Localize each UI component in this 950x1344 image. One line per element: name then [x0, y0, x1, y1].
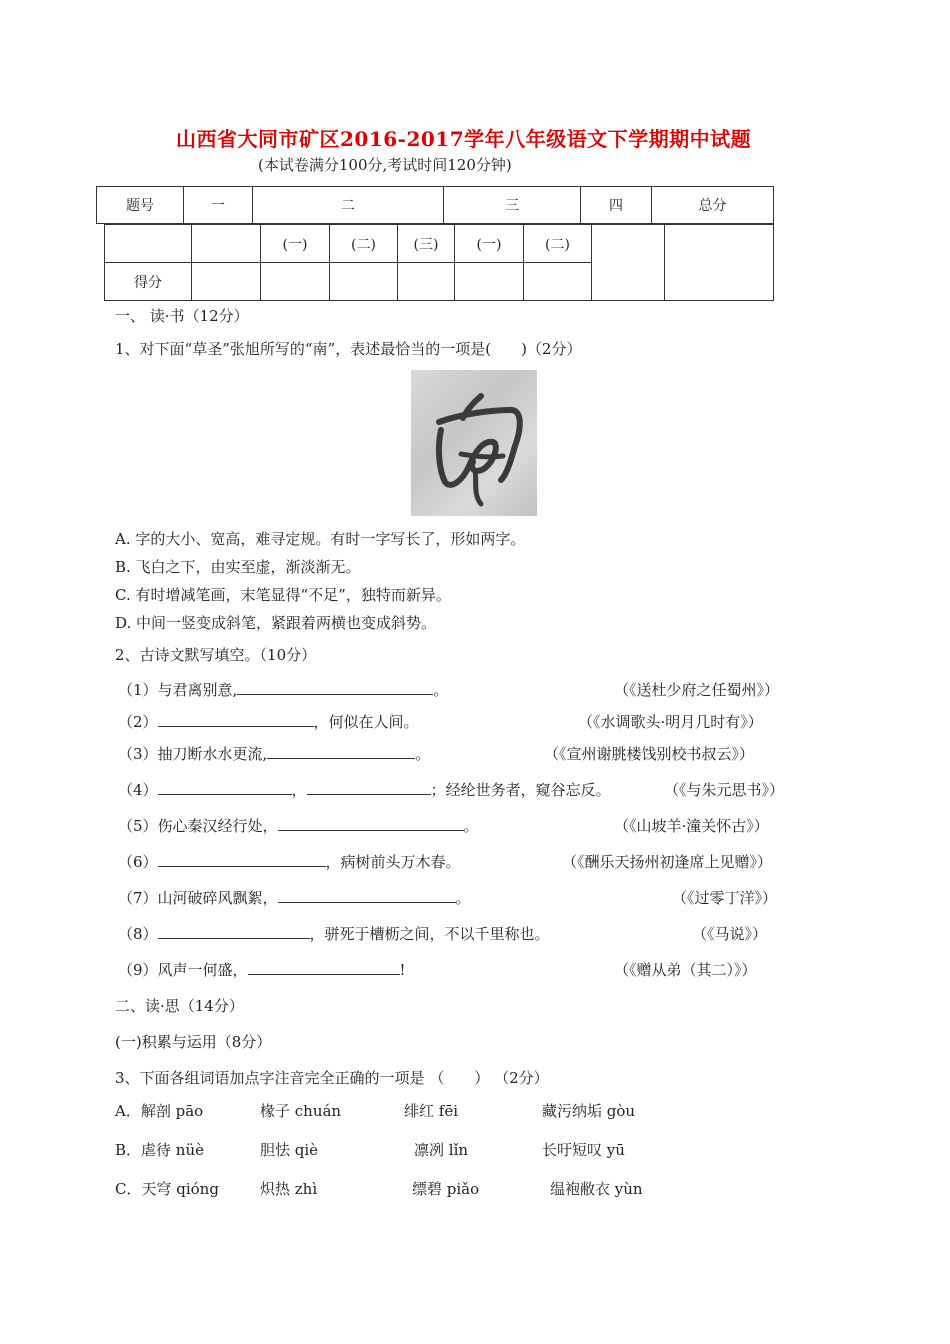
- pinyin-option: 炽热 zhì: [260, 1180, 318, 1198]
- calligraphy-strokes: [411, 370, 537, 516]
- option-b: B. 飞白之下，由实至虚，渐淡渐无。: [115, 558, 361, 576]
- question-stem: 3、下面各组词语加点字注音完全正确的一项是 （ ） （2分）: [115, 1069, 549, 1087]
- score-subcell: (一): [261, 225, 330, 263]
- section-heading: 二、读·思（14分）: [115, 997, 244, 1015]
- pinyin-option: 缊袍敝衣 yùn: [550, 1180, 643, 1198]
- section-heading: 一、 读·书（12分）: [115, 307, 249, 325]
- fill-item: [118, 851, 461, 872]
- fill-text: ，: [291, 781, 307, 799]
- score-input[interactable]: [455, 263, 524, 301]
- answer-blank[interactable]: [158, 712, 314, 727]
- answer-blank[interactable]: [158, 924, 310, 939]
- answer-blank[interactable]: [267, 744, 415, 759]
- score-cell-three: 三: [444, 187, 581, 224]
- fill-source: （《赠从弟（其二）》）: [614, 961, 757, 979]
- pinyin-option: 缥碧 piǎo: [412, 1180, 480, 1198]
- fill-text: !: [399, 961, 406, 979]
- fill-source: （《过零丁洋》）: [672, 889, 778, 907]
- question-stem: 1、对下面“草圣”张旭所写的“南”，表述最恰当的一项是( )（2分）: [115, 340, 582, 358]
- fill-item: [118, 679, 448, 700]
- answer-blank[interactable]: [248, 960, 400, 975]
- score-subcell: (二): [524, 225, 592, 263]
- fill-text: 。: [455, 889, 471, 907]
- score-cell-empty: [105, 225, 192, 263]
- score-cell-two: 二: [253, 187, 444, 224]
- pinyin-option: 椽子 chuán: [260, 1102, 342, 1120]
- fill-text: ，病树前头万木春。: [325, 853, 461, 871]
- pinyin-option: A．解剖 pāo: [115, 1102, 204, 1120]
- fill-text: （8）: [118, 925, 158, 943]
- fill-text: （7）山河破碎风飘絮，: [118, 889, 278, 907]
- question-stem: 2、古诗文默写填空。（10分）: [115, 646, 317, 664]
- fill-item: [118, 711, 419, 732]
- fill-text: ，骈死于槽枥之间，不以千里称也。: [309, 925, 550, 943]
- fill-source: （《宣州谢朓楼饯别校书叔云》）: [544, 745, 755, 763]
- answer-blank[interactable]: [278, 816, 464, 831]
- score-input[interactable]: [330, 263, 398, 301]
- fill-text: ；经纶世务者，窥谷忘反。: [430, 781, 611, 799]
- score-table-body: [104, 224, 774, 301]
- score-cell-four: 四: [581, 187, 652, 224]
- score-subcell: (一): [455, 225, 524, 263]
- option-a: A. 字的大小、宽高，难寻定规。有时一字写长了，形如两字。: [115, 530, 526, 548]
- pinyin-option: C．天穹 qióng: [115, 1180, 219, 1198]
- fill-text: 。: [463, 817, 479, 835]
- fill-text: （9）风声一何盛，: [118, 961, 248, 979]
- fill-text: （5）伤心秦汉经行处，: [118, 817, 278, 835]
- fill-text: （2）: [118, 713, 158, 731]
- fill-text: （4）: [118, 781, 158, 799]
- subsection-heading: (一)积累与运用（8分）: [115, 1033, 272, 1051]
- fill-source: （《送杜少府之任蜀州》）: [614, 681, 780, 699]
- pinyin-option: 凛冽 lǐn: [414, 1141, 469, 1159]
- score-cell-empty: [192, 225, 261, 263]
- score-cell-one: 一: [184, 187, 253, 224]
- score-subcell: (二): [330, 225, 398, 263]
- option-d: D. 中间一竖变成斜笔，紧跟着两横也变成斜势。: [115, 614, 437, 632]
- calligraphy-image: [411, 370, 537, 516]
- score-input[interactable]: [524, 263, 592, 301]
- answer-blank[interactable]: [237, 680, 433, 695]
- fill-source: （《与朱元思书》）: [664, 781, 785, 799]
- fill-text: 。: [433, 681, 449, 699]
- fill-text: （6）: [118, 853, 158, 871]
- score-table-header: [96, 186, 774, 224]
- fill-text: ，何似在人间。: [313, 713, 419, 731]
- fill-source: （《水调歌头·明月几时有》）: [578, 713, 763, 731]
- score-subcell: (三): [398, 225, 455, 263]
- fill-source: （《山坡羊·潼关怀古》）: [614, 817, 769, 835]
- pinyin-option: 胆怯 qiè: [260, 1141, 319, 1159]
- fill-item: [118, 923, 550, 944]
- score-cell-label: 题号: [97, 187, 184, 224]
- fill-text: （1）与君离别意,: [118, 681, 238, 699]
- answer-blank[interactable]: [158, 852, 326, 867]
- page-title: 山西省大同市矿区2016-2017学年八年级语文下学期期中试题: [176, 127, 752, 151]
- fill-text: 。: [415, 745, 431, 763]
- score-cell-empty: [665, 225, 774, 301]
- pinyin-option: 长吁短叹 yū: [542, 1141, 625, 1159]
- fill-item: [118, 743, 430, 764]
- score-input[interactable]: [398, 263, 455, 301]
- fill-source: （《马说》）: [692, 925, 768, 943]
- score-cell-empty: [592, 225, 665, 301]
- option-c: C. 有时增减笔画，末笔显得“不足”，独特而新异。: [115, 586, 451, 604]
- score-cell-total: 总分: [652, 187, 774, 224]
- page-subtitle: (本试卷满分100分,考试时间120分钟): [258, 156, 512, 174]
- fill-text: （3）抽刀断水水更流,: [118, 745, 268, 763]
- answer-blank[interactable]: [307, 780, 431, 795]
- score-input[interactable]: [261, 263, 330, 301]
- fill-source: （《酬乐天扬州初逢席上见赠》）: [562, 853, 773, 871]
- answer-blank[interactable]: [278, 888, 456, 903]
- fill-item: [118, 779, 611, 800]
- score-input[interactable]: [192, 263, 261, 301]
- fill-item: [118, 959, 406, 980]
- pinyin-option: 藏污纳垢 gòu: [542, 1102, 636, 1120]
- fill-item: [118, 887, 471, 908]
- pinyin-option: 绯红 fēi: [404, 1102, 458, 1120]
- fill-item: [118, 815, 479, 836]
- pinyin-option: B．虐待 nüè: [115, 1141, 204, 1159]
- score-row-label: 得分: [105, 263, 192, 301]
- answer-blank[interactable]: [158, 780, 292, 795]
